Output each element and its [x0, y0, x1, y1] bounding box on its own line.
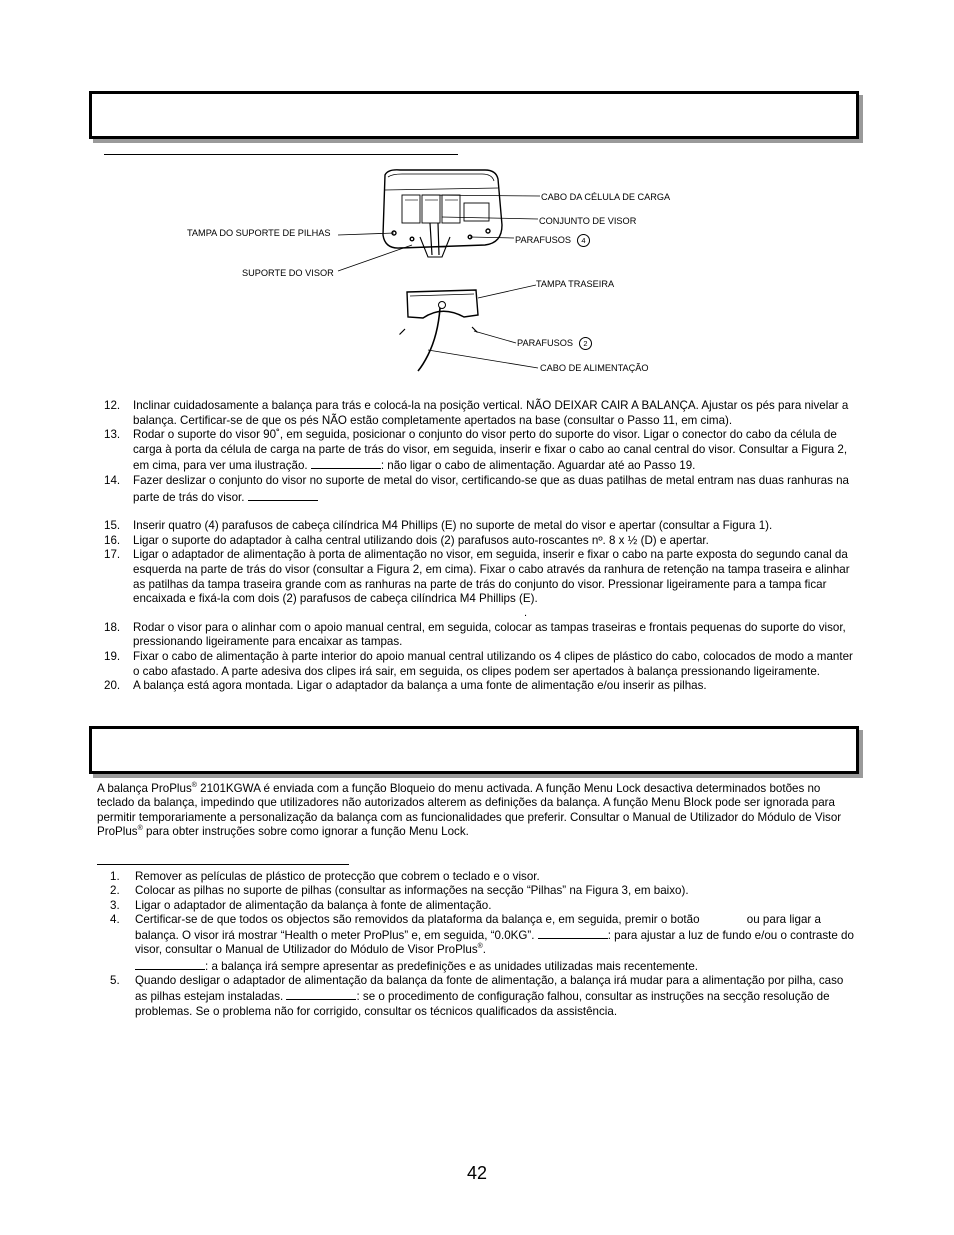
subheading-rule — [97, 864, 349, 865]
step-text: Rodar o visor para o alinhar com o apoio manual central, em seguida, colocar as tampas traseiras e frontais pequenas do suporte do visor, pressionando ligeiramente para encaixar as tampas. — [133, 620, 846, 649]
setup-step-1 — [110, 870, 856, 884]
step-number: 14. — [104, 473, 121, 487]
step-text: Ligar o suporte do adaptador à calha central utilizando dois (2) parafusos auto-roscantes nº. 8 x ½ (D) e apertar. — [133, 533, 709, 547]
step-20 — [104, 679, 856, 694]
step-16 — [104, 534, 856, 549]
step-text: Quando desligar o adaptador de alimentação da balança da fonte de alimentação, a balança irá mudar para a alimentação por pilha, caso as pilhas estejam instaladas. — [135, 974, 844, 1004]
note-blank — [538, 927, 608, 939]
step-text: A balança está agora montada. Ligar o adaptador da balança a uma fonte de alimentação e/ou inserir as pilhas. — [133, 679, 707, 693]
label-parafusos-2 — [517, 337, 592, 350]
step-text: Certificar-se de que todos os objectos são removidos da plataforma da balança e, em seguida, premir o botão — [135, 912, 700, 926]
intro-text-2: 2101KGWA é enviada com a função Bloqueio do menu activada. A função Menu Lock desactiva determinados botões no teclado da balança, impedindo que utilizadores não autorizados alterem as definições da balança. A função Menu Block pode ser ignorada para permitir temporariamente a personalização da balança com as funcionalidades que preferir. Consultar o Manual de Utilizador do Módulo de Visor ProPlus — [97, 782, 842, 838]
label-tampa-traseira: TAMPA TRASEIRA — [536, 279, 615, 289]
step-14 — [104, 474, 856, 505]
step-text: Fazer deslizar o conjunto do visor no suporte de metal do visor, certificando-se que as duas patilhas de metal entram nas duas ranhuras na parte de trás do visor. — [133, 473, 849, 504]
step-text: Inserir quatro (4) parafusos de cabeça cilíndrica M4 Phillips (E) no suporte de metal do visor e apertar (consultar a Figura 1). — [133, 519, 773, 533]
step-text: Colocar as pilhas no suporte de pilhas (consultar as informações na secção “Pilhas” na Figura 3, em baixo). — [135, 884, 689, 898]
step-13 — [104, 428, 856, 474]
step-number: 20. — [104, 679, 121, 693]
step-17 — [104, 548, 856, 606]
note-blank — [311, 457, 381, 469]
assembly-steps-list — [104, 399, 856, 694]
step-text: Rodar o suporte do visor 90˚, em seguida, posicionar o conjunto do visor perto do suporte do visor. Ligar o conector do cabo da célula de carga à porta da célula de carga na parte de trás do visor, em seguida, inserir e fixar o cabo ao canal central do visor. Consultar a Figura 2, em cima, para ver uma ilustração. — [133, 428, 848, 473]
setup-step-5 — [110, 974, 856, 1019]
step-number: 1. — [110, 870, 120, 883]
step-text-ou: ou — [746, 912, 760, 926]
menu-lock-intro — [97, 782, 857, 839]
label-conjunto-visor: CONJUNTO DE VISOR — [539, 216, 637, 226]
step-text: Ligar o adaptador de alimentação à porta de alimentação no visor, em seguida, inserir e fixar o cabo na parte exposta do segundo canal da esquerda na parte de trás do visor (consultar a Figura 2, em cima). Fixar o cabo através da ranhura de retenção na tampa traseira e alinhar as patilhas da tampa traseira grande com as ranhuras na parte de trás do conjunto do visor. Pressionar ligeiramente para a tampa ficar encaixada e fixá-la com dois (2) parafusos de cabeça cilíndrica M4 Phillips (E). — [133, 548, 850, 606]
step-text: Ligar o adaptador de alimentação da balança à fonte de alimentação. — [135, 898, 492, 912]
intro-text-1: A balança ProPlus — [97, 782, 192, 795]
qty-circle-4: 4 — [577, 234, 590, 247]
label-suporte-visor: SUPORTE DO VISOR — [242, 268, 334, 278]
figure-heading-rule — [104, 154, 458, 155]
step-number: 17. — [104, 548, 121, 562]
note-blank — [135, 958, 205, 970]
step-text: para ligar a balança. O visor irá mostrar “Health o meter ProPlus” e, em seguida, “0.0KG”. — [135, 912, 821, 943]
registered-mark: ® — [137, 825, 143, 833]
registered-mark: ® — [191, 782, 197, 790]
stray-dot: . — [524, 606, 528, 619]
step-15 — [104, 519, 856, 534]
qty-circle-2: 2 — [579, 337, 592, 350]
section-header-box-assembly — [89, 91, 859, 139]
step-19 — [104, 650, 856, 679]
step-number: 5. — [110, 974, 120, 988]
label-parafusos-4 — [515, 234, 590, 247]
step-number: 16. — [104, 533, 121, 547]
step-text: Inclinar cuidadosamente a balança para trás e colocá-la na posição vertical. NÃO DEIXAR CAIR A BALANÇA. Ajustar os pés para nivelar a balança. Certificar-se de que os pés NÃO estão completamente apertados na base (consultar o Passo 11, em cima). — [133, 399, 849, 427]
label-parafusos-4-text: PARAFUSOS — [515, 234, 571, 245]
step-18 — [104, 621, 856, 650]
registered-mark: ® — [477, 943, 483, 951]
step-number: 4. — [110, 912, 120, 926]
label-cabo-celula-carga: CABO DA CÉLULA DE CARGA — [541, 192, 671, 202]
step-text: Remover as películas de plástico de protecção que cobrem o teclado e o visor. — [135, 870, 540, 883]
label-parafusos-2-text: PARAFUSOS — [517, 337, 573, 348]
step-number: 2. — [110, 884, 120, 898]
label-tampa-suporte-pilhas: TAMPA DO SUPORTE DE PILHAS — [187, 228, 331, 238]
note-blank — [286, 988, 356, 1000]
step-note-text: : se o procedimento de configuração falhou, consultar as instruções na secção resolução de problemas. Se o problema não for corrigido, consultar os técnicos qualificados da assistência. — [135, 990, 830, 1018]
setup-step-2 — [110, 884, 856, 898]
step-note-text: : a balança irá sempre apresentar as predefinições e as unidades utilizadas mais recentemente. — [205, 959, 699, 973]
step-number: 3. — [110, 898, 120, 912]
step-number: 13. — [104, 428, 121, 442]
step-number: 15. — [104, 519, 121, 533]
step-number: 19. — [104, 649, 121, 663]
setup-step-3 — [110, 899, 856, 913]
step-text: . — [482, 943, 487, 957]
step-note-text: : para ajustar a luz de fundo e/ou o contraste do visor, consultar o Manual de Utilizador do Módulo de Visor ProPlus — [135, 929, 854, 957]
label-cabo-alimentacao: CABO DE ALIMENTAÇÃO — [540, 363, 649, 373]
intro-text-3: para obter instruções sobre como ignorar a função Menu Lock. — [142, 824, 469, 838]
step-12 — [104, 399, 856, 428]
section-header-box-setup — [89, 726, 859, 774]
step-number: 12. — [104, 399, 121, 412]
page-number: 42 — [466, 1163, 488, 1183]
step-text: Fixar o cabo de alimentação à parte interior do apoio manual central utilizando os 4 clipes de plástico do cabo, colocados de modo a manter o cabo afastado. A parte adesiva dos clipes irá sair, em seguida, os clipes podem ser apertados à balança pressionando ligeiramente. — [133, 649, 853, 678]
setup-step-4 — [110, 913, 856, 974]
step-number: 18. — [104, 620, 121, 634]
setup-steps-list — [110, 870, 856, 1019]
step-note-text: : não ligar o cabo de alimentação. Aguardar até ao Passo 19. — [380, 459, 696, 473]
note-blank — [248, 489, 318, 501]
